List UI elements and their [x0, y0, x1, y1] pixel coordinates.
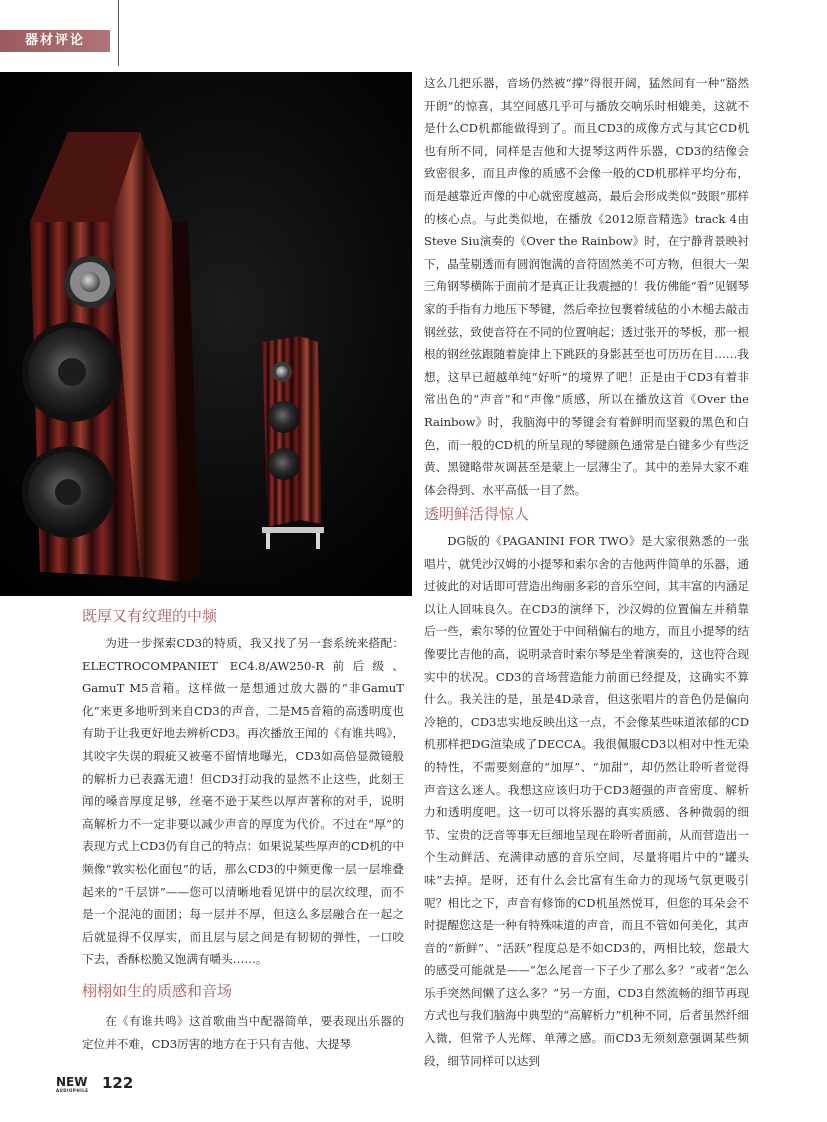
large-speaker: [22, 132, 200, 582]
right-paragraph-2: [424, 530, 749, 1072]
speaker-illustration: [0, 72, 412, 596]
speaker-photo: [0, 72, 412, 596]
left-paragraph-2: [82, 1010, 404, 1055]
paragraph-text: 这么几把乐器，音场仍然被“撑”得很开阔，猛然间有一种“豁然开朗”的惊喜，其空间感几乎可与播放交响乐时相媲美，这就不是什么CD机都能做得到了。而且CD3的成像方式与其它CD机也有所不同，同样是吉他和大提琴这两件乐器，CD3的结像会致密很多，而且声像的质感不会像一般的CD机那样平均分布，而是越靠近声像的中心就密度越高，最后会形成类似“鼓眼”那样的核心点。与此类似地，在播放《2012原音精选》track 4由Steve Siu演奏的《Over the Rainbow》时，在宁静背景映衬下，晶莹剔透而有圆润饱满的音符固然美不可方物，但很大一架三角钢琴横陈于面前才是真正让我震撼的！我仿佛能“看”见钢琴家的手指有力地压下琴键，然后牵拉包裹着绒毡的小木槌去敲击钢丝弦，致使音符在不同的位置响起；透过张开的琴板，那一根根的钢丝弦跟随着旋律上下跳跃的身影甚至也可历历在目……我想，这早已超越单纯“好听”的境界了吧！正是由于CD3有着非常出色的“声音”和“声像”质感，所以在播放这首《Over the Rainbow》时，我脑海中的琴键会有着鲜明而坚毅的黑色和白色，而一般的CD机的所呈现的琴键颜色通常是白键多少有些泛黄、黑键略带灰调甚至是蒙上一层薄尘了。其中的差异大家不难体会得到、水平高低一目了然。: [424, 76, 749, 497]
section-label: 器材评论: [24, 33, 85, 48]
section-tab: [0, 30, 110, 52]
magazine-logo: [56, 1077, 88, 1093]
small-speaker: [262, 336, 324, 549]
right-paragraph-1: [424, 72, 749, 501]
page-number: 122: [102, 1074, 134, 1092]
logo-subtext: AUDIOPHILE: [56, 1088, 89, 1093]
paragraph-text: 为进一步探索CD3的特质，我又找了另一套系统来搭配：ELECTROCOMPANIET EC4.8/AW250-R前后级、GamuT M5音箱。这样做一是想通过放大器的“非GamuT化”来更多地听到来自CD3的声音，二是M5音箱的高透明度也有助于让我更好地去辨析CD3。再次播放王闻的《有谁共鸣》，其咬字失误的瑕疵又被毫不留情地曝光，CD3如高倍显微镜般的解析力已表露无遗！但CD3打动我的显然不止这些，此刻王闻的嗓音厚度足够，丝毫不逊于某些以厚声著称的对手，说明高解析力不一定非要以减少声音的厚度为代价。不过在“厚”的表现方式上CD3仍有自己的特点：如果说某些厚声的CD机的中频像“敦实松化面包”的话，那么CD3的中频更像一层一层堆叠起来的“千层饼”——您可以清晰地看见饼中的层次纹理，而不是一个混沌的面团；每一层并不厚，但这么多层融合在一起之后就显得不仅厚实，而且层与层之间是有韧韧的弹性，一口咬下去，香酥松脆又饱满有嚼头……。: [82, 636, 404, 967]
heading-transparency: 透明鲜活得惊人: [424, 505, 530, 523]
divider: [118, 0, 119, 66]
paragraph-text: 在《有谁共鸣》这首歌曲当中配器简单，要表现出乐器的定位并不难，CD3厉害的地方在于只有吉他、大提琴: [82, 1014, 404, 1051]
paragraph-text: DG版的《PAGANINI FOR TWO》是大家很熟悉的一张唱片，就凭沙汉姆的小提琴和索尔舍的吉他两件简单的乐器，通过彼此的对话即可营造出绚丽多彩的音乐空间，其丰富的内涵足以让人回味良久。在CD3的演绎下，沙汉姆的位置偏左并稍靠后一些，索尔琴的位置处于中间稍偏右的地方，而且小提琴的结像要比吉他的高，说明录音时索尔琴是坐着演奏的，这也符合现实中的状况。CD3的音场营造能力前面已经提及，这确实不算什么。我关注的是，虽是4D录音，但这张唱片的音色仍是偏向冷艳的，CD3忠实地反映出这一点，不会像某些味道浓郁的CD机那样把DG渲染成了DECCA。我很佩服CD3以相对中性无染的特性，不需要刻意的“加厚”、“加甜”，却仍然让聆听者觉得声音这么迷人。我想这应该归功于CD3超强的声音密度、解析力和透明度吧。这一切可以将乐器的真实质感、各种微弱的细节、宝贵的泛音等事无巨细地呈现在聆听者面前，从而营造出一个生动鲜活、充满律动感的音乐空间，尽量将唱片中的“罐头味”去掉。是呀，还有什么会比富有生命力的现场气氛更吸引呢？相比之下，声音有修饰的CD机虽然悦耳，但您的耳朵会不时提醒您这是一种有特殊味道的声音，而且不管如何美化，其声音的“新鲜”、“活跃”程度总是不如CD3的，两相比较，您最大的感受可能就是——“怎么尾音一下子少了那么多？”或者“怎么乐手突然间懒了这么多？”另一方面，CD3自然流畅的细节再现方式也与我们脑海中典型的“高解析力”机种不同，后者虽然纤细入微，但常予人光辉、单薄之感。而CD3无须刻意强调某些频段，细节同样可以达到: [424, 534, 749, 1068]
left-paragraph-1: [82, 632, 404, 971]
logo-text: NEW: [56, 1075, 88, 1089]
heading-midrange: 既厚又有纹理的中频: [82, 607, 218, 625]
heading-texture-soundstage: 栩栩如生的质感和音场: [82, 982, 233, 1000]
